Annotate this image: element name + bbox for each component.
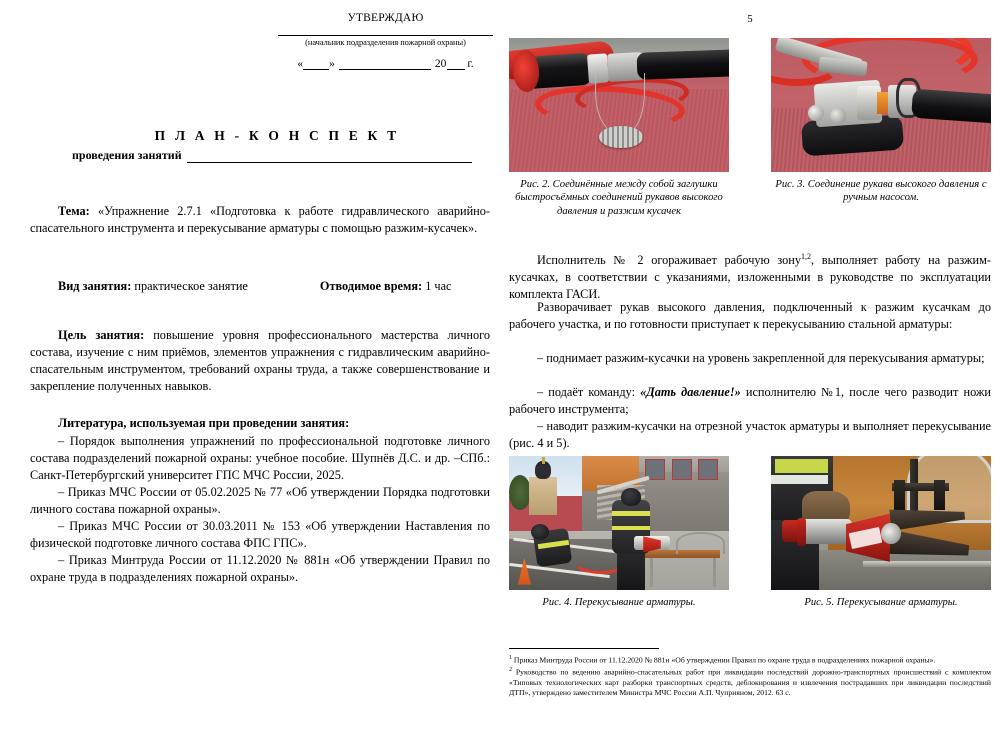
vid-label: Вид занятия:: [58, 279, 132, 293]
figure-2-caption: Рис. 2. Соединённые между собой заглушки быстросъёмных соединений рукавов высокого давления и разжим кусачек: [515, 179, 723, 217]
figure-5-image: [771, 456, 991, 590]
figure-5: [771, 456, 991, 609]
step-command-prefix: – подаёт команду:: [537, 385, 641, 399]
figure-5-hydraulic-cylinder: [800, 519, 853, 544]
tema-label: Тема:: [58, 204, 90, 218]
literature-item: – Приказ МЧС России от 05.02.2025 № 77 «Об утверждении Порядка подготовки личного состава пожарной охраны».: [30, 485, 490, 517]
figure-4-helmet: [621, 488, 641, 505]
paragraph-executor-2: [509, 248, 991, 303]
figure-2-black-hose: [636, 50, 729, 80]
day-blank: [303, 59, 329, 70]
figure-3-valve-knob-2: [830, 108, 845, 124]
paragraph-executor-2-part-b: , выполняет работу на разжим-кусачках, в соответствии с указаниями, изложенными в руководстве по эксплуатации комплекта ГАСИ.: [509, 253, 991, 302]
figure-5-reflective-stripe: [775, 459, 828, 474]
paragraph-cel-zanyatiya: [30, 327, 490, 395]
figure-5-reflective-stripe: [771, 475, 828, 484]
subtitle-row: [72, 148, 472, 163]
footnote-2-text: Руководство по ведению аварийно-спасательных работ при ликвидации последствий дорожно-транспортных происшествий с комплектом «Типовых технологических карт разборки транспортных средств, деблокирования и извлечения пострадавших при ликвидации последствий ДТП», утверждено заместителем Министра МЧС России А.П. Чуприяном, 2012. 63 с.: [509, 667, 992, 697]
figure-row-bottom: [509, 456, 991, 609]
figure-5-support-bar: [863, 561, 991, 568]
footnote-2-marker: 2: [509, 667, 512, 674]
figure-3-valve-knob-1: [808, 105, 823, 121]
subtitle-blank: [187, 151, 472, 163]
figure-4-reflective-band: [612, 526, 649, 531]
footnote-1-marker: 1: [509, 655, 512, 661]
paragraph-executor-2-part-a: Исполнитель № 2 огораживает рабочую зону: [537, 253, 802, 268]
figure-2: [509, 38, 729, 218]
figure-5-clamp-left: [894, 480, 905, 509]
figure-5-cylinder-ring: [797, 518, 806, 546]
figure-3-image: [771, 38, 991, 172]
figure-5-clamp-right: [934, 480, 945, 509]
page-title: П Л А Н - К О Н С П Е К Т: [154, 128, 400, 143]
paragraph-vid-zanyatiya: [30, 278, 490, 295]
figure-4-reflective-band: [612, 511, 649, 516]
vid-value: практическое занятие: [134, 279, 248, 293]
cel-text: повышение уровня профессионального мастерства личного состава, изучение с ним приёмов, элементов упражнения с гидравлическим аварийно-спасательным инструментом, требований охраны труда, а также совершенствование и закрепление полученных навыков.: [30, 328, 491, 394]
figure-3-caption: Рис. 3. Соединение рукава высокого давления с ручным насосом.: [775, 179, 987, 204]
footnote-separator: [509, 648, 659, 649]
figure-4-window: [672, 459, 692, 480]
step-item-lift: – поднимает разжим-кусачки на уровень закрепленной для перекусывания арматуры;: [537, 351, 985, 365]
subtitle-label: проведения занятий: [72, 148, 182, 162]
step-command-suffix: исполнителю №1, после чего разводит ножи рабочего инструмента;: [509, 385, 991, 417]
literature-item: – Приказ МЧС России от 30.03.2011 № 153 «Об утверждении Наставления по физической подготовке личного состава ФПС ГПС».: [30, 519, 490, 551]
figure-3: [771, 38, 991, 218]
figure-4-image: [509, 456, 729, 590]
paragraph-tema: [30, 203, 490, 237]
figure-4-chapel-cross: [542, 457, 545, 464]
footnotes-block: [509, 648, 991, 698]
literature-item: – Порядок выполнения упражнений по профессиональной подготовке личного состава подразделений пожарной охраны: учебное пособие. Шупнёв Д.С. и др. –СПб.: Санкт-Петербургский университет ГПС МЧС России, 2025.: [30, 434, 490, 483]
year-prefix: 20: [434, 58, 447, 70]
approval-title: УТВЕРЖДАЮ: [347, 12, 424, 24]
time-value: 1 час: [425, 279, 452, 293]
figure-5-pivot-bolt: [881, 523, 901, 544]
figure-4-firefighter-legs: [617, 550, 646, 590]
footnote-2: [509, 666, 991, 697]
figure-5-caption: Рис. 5. Перекусывание арматуры.: [804, 597, 958, 608]
figure-4-table-legs: [650, 558, 716, 587]
month-blank: [339, 59, 431, 70]
tema-text: «Упражнение 2.7.1 «Подготовка к работе гидравлического аварийно-спасательного инструмента и перекусывание арматуры с помощью разжим-кусачек».: [30, 204, 491, 236]
quote-open: «: [297, 58, 304, 70]
time-label: Отводимое время:: [319, 279, 423, 293]
quote-close: »: [329, 58, 335, 70]
figure-row-top: [509, 38, 991, 218]
step-item-command: [509, 384, 991, 418]
approval-date-line: [278, 58, 493, 70]
footnote-1-text: Приказ Минтруда России от 11.12.2020 № 881н «Об утверждении Правил по охране труда в подразделениях пожарной охраны».: [513, 655, 936, 665]
command-emphasis: «Дать давление!»: [640, 385, 741, 399]
paragraph-unroll-hose: Разворачивает рукав высокого давления, подключенный к разжим кусачкам до рабочего участка, и по готовности приступает к перекусыванию стальной арматуры:: [509, 300, 991, 332]
approval-signature-line: [278, 35, 493, 36]
figure-4-helmet: [531, 524, 549, 540]
figure-4-caption: Рис. 4. Перекусывание арматуры.: [542, 597, 696, 608]
figure-2-dust-caps: [599, 126, 643, 147]
approval-block: [278, 12, 493, 70]
cel-label: Цель занятия:: [58, 328, 145, 342]
figure-4-protective-shield: [676, 532, 724, 553]
step-item-cut: – наводит разжим-кусачки на отрезной участок арматуры и выполняет перекусывание (рис. 4 и 5).: [509, 419, 991, 451]
footnote-reference: 1,2: [801, 252, 812, 261]
approval-subtitle: (начальник подразделения пожарной охраны): [305, 38, 466, 47]
figure-4-chapel-body: [529, 477, 558, 515]
right-column: [500, 0, 1000, 752]
literature-heading: [30, 415, 490, 432]
page-number: 5: [747, 14, 753, 25]
figure-4-window: [698, 459, 718, 480]
footnote-1: [509, 654, 991, 665]
literature-heading-text: Литература, используемая при проведении занятия:: [58, 416, 350, 430]
literature-item: – Приказ Минтруда России от 11.12.2020 № 881н «Об утверждении Правил по охране труда в подразделениях пожарной охраны».: [30, 553, 490, 585]
figure-4-tree: [509, 475, 531, 510]
year-suffix: г.: [467, 58, 474, 70]
year-blank: [447, 59, 465, 70]
figure-4: [509, 456, 729, 609]
figure-2-image: [509, 38, 729, 172]
